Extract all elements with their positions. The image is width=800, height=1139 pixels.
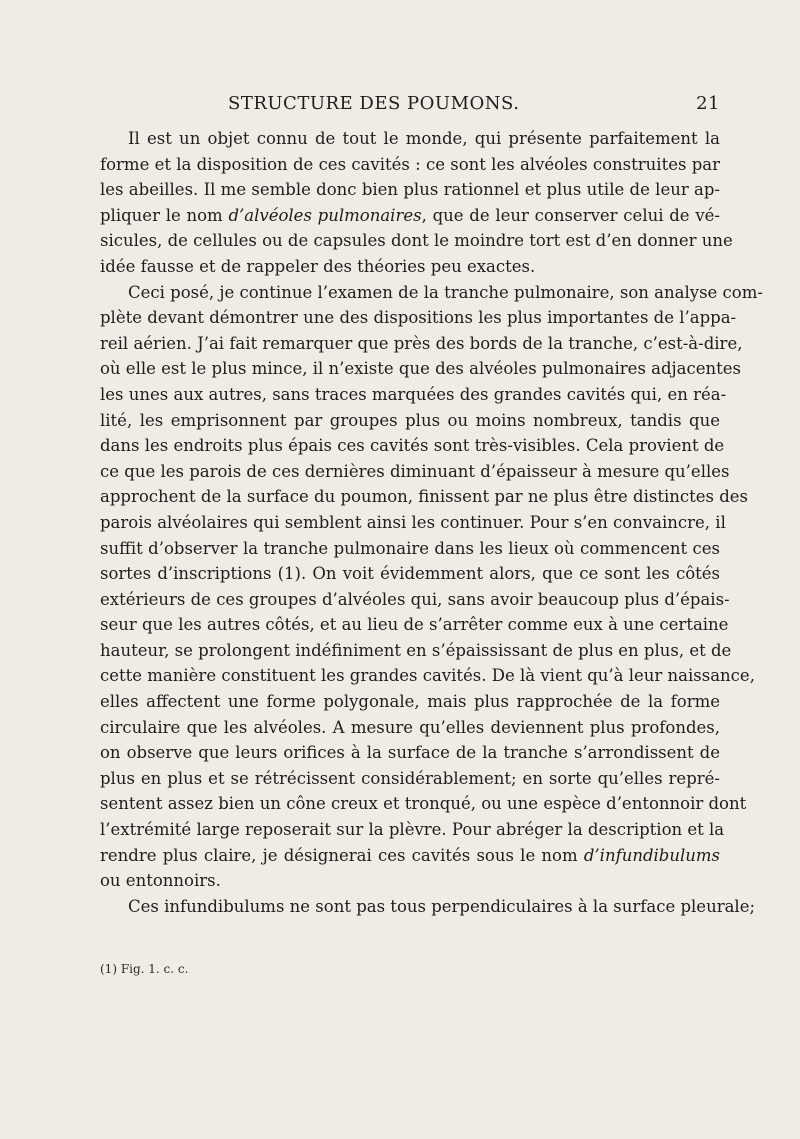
italic-term: d’infundibulums <box>583 845 720 865</box>
text-run: seur que les autres côtés, et au lieu de s’arrêter comme eux à une certaine <box>100 615 729 635</box>
text-run: approchent de la surface du poumon, finissent par ne plus être distinctes des <box>100 487 749 507</box>
text-run: cette manière constituent les grandes cavités. De là vient qu’à leur naissance, <box>100 666 755 686</box>
text-line <box>100 510 726 536</box>
text-run: Il est un objet connu de tout le monde, qui présente parfaitement la <box>128 129 720 148</box>
text-line <box>100 689 720 715</box>
text-line <box>100 228 733 254</box>
text-line <box>100 433 725 459</box>
text-line <box>100 715 720 741</box>
text-run: sicules, de cellules ou de capsules dont le moindre tort est d’en donner une <box>100 231 733 251</box>
text-run: , que de leur conserver celui de vé- <box>421 205 720 225</box>
text-run: les abeilles. Il me semble donc bien plus rationnel et plus utile de leur ap- <box>100 180 720 200</box>
text-line <box>100 638 732 664</box>
text-run: suffit d’observer la tranche pulmonaire dans les lieux où commencent ces <box>100 538 720 558</box>
text-run: parois alvéolaires qui semblent ainsi les continuer. Pour s’en convaincre, il <box>100 512 726 532</box>
text-line <box>100 587 730 613</box>
italic-term: d’alvéoles pulmonaires <box>228 205 422 225</box>
text-run: l’extrémité large reposerait sur la plèvre. Pour abréger la description et la <box>100 820 725 840</box>
text-line <box>100 459 730 485</box>
text-line <box>100 382 727 408</box>
text-line <box>100 536 720 562</box>
body-text <box>100 126 763 919</box>
text-line <box>100 894 756 920</box>
text-line <box>100 203 720 229</box>
text-run: forme et la disposition de ces cavités : ce sont les alvéoles construites par <box>100 154 720 174</box>
text-line <box>100 868 720 894</box>
text-run: ou entonnoirs. <box>100 871 221 891</box>
text-run: hauteur, se prolongent indéfiniment en s’épaississant de plus en plus, et de <box>100 640 732 660</box>
text-line <box>100 152 720 178</box>
text-line <box>100 612 729 638</box>
text-line <box>100 561 720 587</box>
text-run: Ces infundibulums ne sont pas tous perpendiculaires à la surface pleurale; <box>128 896 756 916</box>
text-run: plète devant démontrer une des dispositions les plus importantes de l’appa- <box>100 308 737 328</box>
text-line <box>100 331 743 357</box>
text-line <box>100 843 720 869</box>
text-run: plus en plus et se rétrécissent considérablement; en sorte qu’elles repré- <box>100 768 720 788</box>
text-run: pliquer le nom <box>100 205 229 225</box>
text-line <box>100 126 720 152</box>
text-line <box>100 305 737 331</box>
text-line <box>100 254 720 280</box>
text-run: où elle est le plus mince, il n’existe que des alvéoles pulmonaires adjacentes <box>100 359 742 379</box>
text-run: sentent assez bien un cône creux et tronqué, ou une espèce d’entonnoir dont <box>100 794 747 814</box>
text-line <box>100 356 742 382</box>
text-run: les unes aux autres, sans traces marquées des grandes cavités qui, en réa- <box>100 384 727 404</box>
text-run: on observe que leurs orifices à la surface de la tranche s’arrondissent de <box>100 743 720 763</box>
text-run: dans les endroits plus épais ces cavités sont très-visibles. Cela provient de <box>100 436 725 456</box>
text-run: elles affectent une forme polygonale, mais plus rapprochée de la forme <box>100 692 720 712</box>
running-title: STRUCTURE DES POUMONS. <box>228 93 520 114</box>
running-header <box>100 93 720 117</box>
text-run: reil aérien. J’ai fait remarquer que près des bords de la tranche, c’est-à-dire, <box>100 333 743 353</box>
page-number: 21 <box>696 93 720 114</box>
text-run: circulaire que les alvéoles. A mesure qu’elles deviennent plus profondes, <box>100 717 720 737</box>
text-run: ce que les parois de ces dernières diminuant d’épaisseur à mesure qu’elles <box>100 461 730 481</box>
text-run: idée fausse et de rappeler des théories peu exactes. <box>100 256 536 276</box>
text-line <box>100 408 720 434</box>
text-line <box>100 663 755 689</box>
text-line <box>100 791 747 817</box>
text-run: sortes d’inscriptions (1). On voit évidemment alors, que ce sont les côtés <box>100 564 720 584</box>
text-run: extérieurs de ces groupes d’alvéoles qui, sans avoir beaucoup plus d’épais- <box>100 589 730 609</box>
text-line <box>100 177 720 203</box>
text-run: Ceci posé, je continue l’examen de la tranche pulmonaire, son analyse com- <box>128 282 763 302</box>
text-line <box>100 740 720 766</box>
text-line <box>100 280 763 306</box>
text-run: lité, les emprisonnent par groupes plus ou moins nombreux, tandis que <box>100 410 720 430</box>
text-line <box>100 766 720 792</box>
text-run: rendre plus claire, je désignerai ces cavités sous le nom <box>100 845 584 865</box>
text-line <box>100 817 725 843</box>
footnote: (1) Fig. 1. c. c. <box>100 962 189 976</box>
text-line <box>100 484 749 510</box>
